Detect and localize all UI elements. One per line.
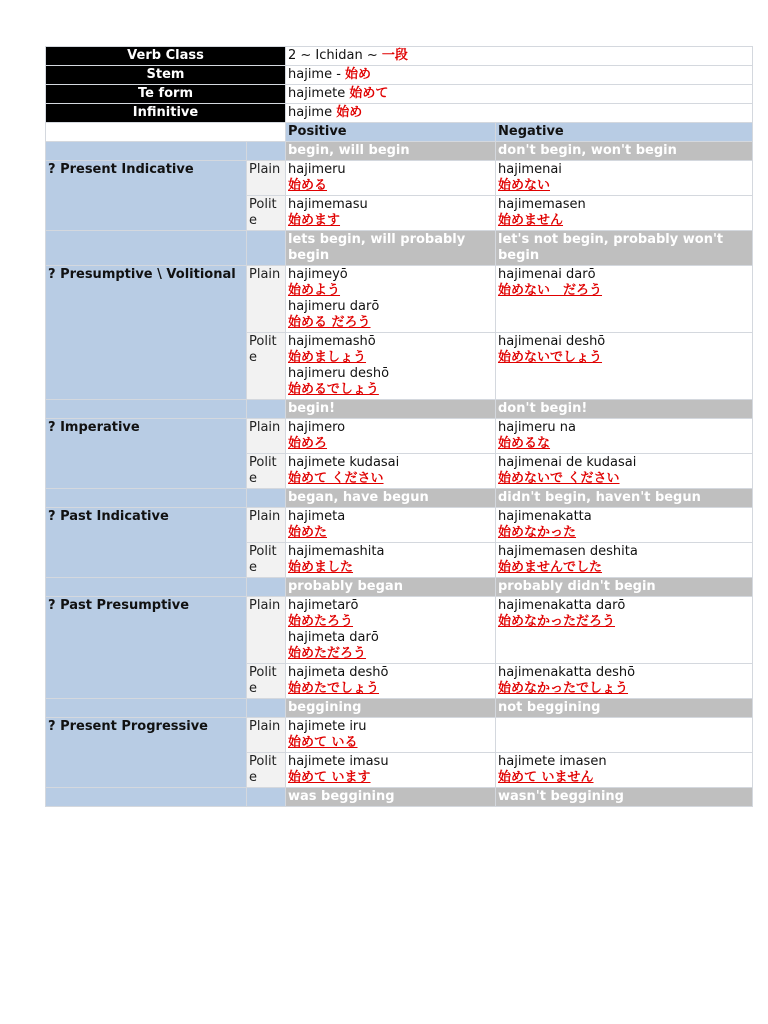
form-romaji: hajimenakatta deshō <box>498 665 636 680</box>
meaning-row <box>46 400 753 419</box>
plain-style-label: Plain <box>247 597 286 664</box>
form-kana: 始めないでしょう <box>498 350 603 365</box>
polite-negative-cell <box>496 454 753 489</box>
plain-positive-cell <box>286 161 496 196</box>
te-form-row <box>46 85 753 104</box>
meaning-spacer-left <box>46 578 247 597</box>
infinitive-label: Infinitive <box>46 104 286 123</box>
positive-meaning: lets begin, will probably begin <box>286 231 496 266</box>
tense-label: ? Present Indicative <box>46 161 247 231</box>
verb-class-romaji: 2 ~ Ichidan ~ <box>288 48 382 63</box>
negative-column-header: Negative <box>496 123 753 142</box>
form-romaji: hajimete kudasai <box>288 455 400 470</box>
conjugation-table-body <box>46 47 753 807</box>
positive-meaning: probably began <box>286 578 496 597</box>
form-kana: 始めませんでした <box>498 560 603 575</box>
meaning-spacer-left <box>46 142 247 161</box>
positive-meaning: beggining <box>286 699 496 718</box>
form-kana: 始めます <box>288 213 341 228</box>
stem-value <box>286 66 753 85</box>
form-kana: 始めた <box>288 525 328 540</box>
form-romaji: hajimete imasu <box>288 754 389 769</box>
plain-row <box>46 266 753 333</box>
plain-negative-cell <box>496 718 753 753</box>
form-kana: 始めません <box>498 213 564 228</box>
plain-style-label: Plain <box>247 266 286 333</box>
negative-meaning: probably didn't begin <box>496 578 753 597</box>
form-kana: 始めたろう <box>288 614 354 629</box>
stem-romaji: hajime - <box>288 67 346 82</box>
plain-style-label: Plain <box>247 508 286 543</box>
te-form-romaji: hajimete <box>288 86 350 101</box>
form-kana: 始めただろう <box>288 646 367 661</box>
meaning-row <box>46 699 753 718</box>
plain-row <box>46 597 753 664</box>
verb-class-row <box>46 47 753 66</box>
stem-row <box>46 66 753 85</box>
conjugation-table <box>45 46 753 807</box>
plain-style-label: Plain <box>247 718 286 753</box>
form-kana: 始めるな <box>498 436 551 451</box>
infinitive-kanji: 始め <box>336 105 363 120</box>
te-form-label: Te form <box>46 85 286 104</box>
meaning-row <box>46 788 753 807</box>
form-kana: 始めなかっただろう <box>498 614 616 629</box>
negative-meaning: don't begin! <box>496 400 753 419</box>
form-romaji: hajimenai <box>498 162 562 177</box>
positive-meaning: was beggining <box>286 788 496 807</box>
plain-row <box>46 718 753 753</box>
form-kana: 始める だろう <box>288 315 371 330</box>
form-romaji: hajimenai deshō <box>498 334 606 349</box>
polite-positive-cell <box>286 454 496 489</box>
form-kana: 始める <box>288 178 328 193</box>
form-kana: 始めろ <box>288 436 328 451</box>
positive-column-header: Positive <box>286 123 496 142</box>
form-romaji: hajimeru darō <box>288 299 380 314</box>
form-romaji: hajimero <box>288 420 346 435</box>
polite-positive-cell <box>286 333 496 400</box>
form-romaji: hajimenai de kudasai <box>498 455 637 470</box>
form-romaji: hajimenai darō <box>498 267 596 282</box>
form-romaji: hajimeta darō <box>288 630 379 645</box>
form-romaji: hajimeru na <box>498 420 577 435</box>
form-kana: 始めない <box>498 178 551 193</box>
meaning-spacer-left <box>46 699 247 718</box>
form-romaji: hajimemashō <box>288 334 376 349</box>
polite-negative-cell <box>496 196 753 231</box>
form-kana: 始めて います <box>288 770 371 785</box>
polite-negative-cell <box>496 333 753 400</box>
plain-negative-cell <box>496 508 753 543</box>
column-header-spacer <box>46 123 286 142</box>
form-romaji: hajimeru deshō <box>288 366 390 381</box>
negative-meaning: let's not begin, probably won't begin <box>496 231 753 266</box>
form-romaji: hajimeta <box>288 509 346 524</box>
form-romaji: hajimenakatta darō <box>498 598 626 613</box>
meaning-spacer-style <box>247 400 286 419</box>
meaning-row <box>46 231 753 266</box>
infinitive-row <box>46 104 753 123</box>
positive-meaning: began, have begun <box>286 489 496 508</box>
polite-style-label: Polit e <box>247 333 286 400</box>
meaning-row <box>46 489 753 508</box>
meaning-spacer-style <box>247 231 286 266</box>
form-romaji: hajimemashita <box>288 544 385 559</box>
form-kana: 始めて いません <box>498 770 594 785</box>
meaning-spacer-style <box>247 142 286 161</box>
form-kana: 始めました <box>288 560 354 575</box>
negative-meaning: wasn't beggining <box>496 788 753 807</box>
tense-label: ? Past Presumptive <box>46 597 247 699</box>
form-kana: 始めない だろう <box>498 283 603 298</box>
form-kana: 始めなかった <box>498 525 577 540</box>
form-kana: 始めよう <box>288 283 341 298</box>
plain-negative-cell <box>496 419 753 454</box>
polite-style-label: Polit e <box>247 196 286 231</box>
polite-style-label: Polit e <box>247 664 286 699</box>
infinitive-value <box>286 104 753 123</box>
form-romaji: hajimeyō <box>288 267 348 282</box>
form-kana: 始めないで ください <box>498 471 620 486</box>
form-romaji: hajimetarō <box>288 598 359 613</box>
stem-label: Stem <box>46 66 286 85</box>
meaning-spacer-left <box>46 489 247 508</box>
form-romaji: hajimete iru <box>288 719 367 734</box>
meaning-spacer-left <box>46 231 247 266</box>
polite-negative-cell <box>496 543 753 578</box>
meaning-spacer-left <box>46 788 247 807</box>
infinitive-romaji: hajime <box>288 105 337 120</box>
form-kana: 始めたでしょう <box>288 681 380 696</box>
meaning-row <box>46 578 753 597</box>
polite-style-label: Polit e <box>247 543 286 578</box>
te-form-value <box>286 85 753 104</box>
tense-label: ? Past Indicative <box>46 508 247 578</box>
form-kana: 始めて ください <box>288 471 384 486</box>
te-form-kanji: 始めて <box>349 86 389 101</box>
plain-positive-cell <box>286 718 496 753</box>
plain-positive-cell <box>286 419 496 454</box>
plain-row <box>46 419 753 454</box>
plain-positive-cell <box>286 597 496 664</box>
form-romaji: hajimenakatta <box>498 509 592 524</box>
polite-negative-cell <box>496 664 753 699</box>
polite-style-label: Polit e <box>247 753 286 788</box>
polite-style-label: Polit e <box>247 454 286 489</box>
verb-class-kanji: 一段 <box>381 48 408 63</box>
tense-label: ? Presumptive \ Volitional <box>46 266 247 400</box>
plain-negative-cell <box>496 597 753 664</box>
plain-positive-cell <box>286 508 496 543</box>
form-romaji: hajimemasu <box>288 197 368 212</box>
plain-row <box>46 161 753 196</box>
form-kana: 始めなかったでしょう <box>498 681 629 696</box>
meaning-row <box>46 142 753 161</box>
positive-meaning: begin, will begin <box>286 142 496 161</box>
polite-positive-cell <box>286 543 496 578</box>
form-romaji: hajimeta deshō <box>288 665 389 680</box>
negative-meaning: not beggining <box>496 699 753 718</box>
form-romaji: hajimete imasen <box>498 754 607 769</box>
verb-class-label: Verb Class <box>46 47 286 66</box>
polite-positive-cell <box>286 753 496 788</box>
plain-row <box>46 508 753 543</box>
plain-style-label: Plain <box>247 419 286 454</box>
plain-positive-cell <box>286 266 496 333</box>
form-kana: 始めるでしょう <box>288 382 379 397</box>
meaning-spacer-style <box>247 578 286 597</box>
plain-negative-cell <box>496 266 753 333</box>
positive-meaning: begin! <box>286 400 496 419</box>
plain-style-label: Plain <box>247 161 286 196</box>
polite-positive-cell <box>286 196 496 231</box>
negative-meaning: didn't begin, haven't begun <box>496 489 753 508</box>
meaning-spacer-style <box>247 489 286 508</box>
form-kana: 始めましょう <box>288 350 367 365</box>
form-romaji: hajimemasen deshita <box>498 544 638 559</box>
stem-kanji: 始め <box>345 67 372 82</box>
polite-positive-cell <box>286 664 496 699</box>
meaning-spacer-left <box>46 400 247 419</box>
tense-label: ? Imperative <box>46 419 247 489</box>
meaning-spacer-style <box>247 788 286 807</box>
plain-negative-cell <box>496 161 753 196</box>
form-romaji: hajimeru <box>288 162 346 177</box>
verb-class-value <box>286 47 753 66</box>
negative-meaning: don't begin, won't begin <box>496 142 753 161</box>
form-kana: 始めて いる <box>288 735 358 750</box>
polite-negative-cell <box>496 753 753 788</box>
column-header-row <box>46 123 753 142</box>
tense-label: ? Present Progressive <box>46 718 247 788</box>
meaning-spacer-style <box>247 699 286 718</box>
form-romaji: hajimemasen <box>498 197 586 212</box>
